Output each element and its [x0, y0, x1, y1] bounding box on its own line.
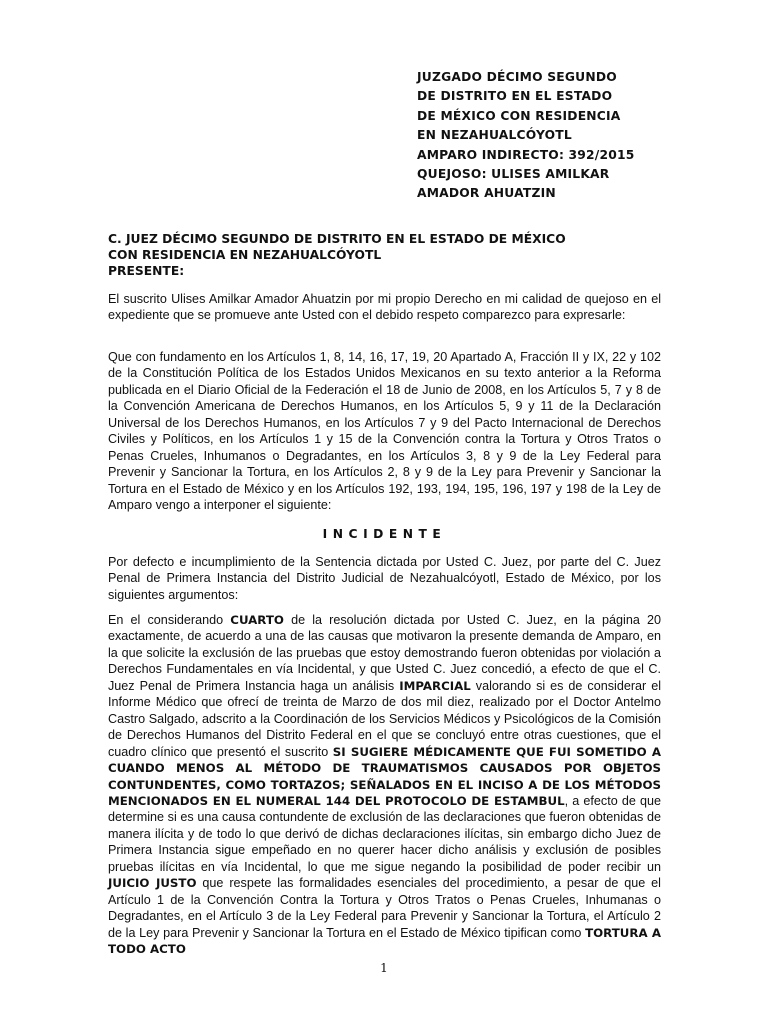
- case-header: [417, 68, 657, 204]
- argument-paragraph: [108, 612, 661, 958]
- addressee-line: PRESENTE:: [108, 264, 185, 279]
- addressee-line: C. JUEZ DÉCIMO SEGUNDO DE DISTRITO EN EL ESTADO DE MÉXICO: [108, 232, 566, 246]
- argument-text: En el considerando: [108, 613, 231, 627]
- argument-emphasis: TORTURA A TODO ACTO: [108, 925, 661, 957]
- case-number-line: AMPARO INDIRECTO: 392/2015: [417, 147, 635, 162]
- argument-text: , a efecto de que determine si es una causa contundente de exclusión de las declaraciones que fueron obtenidas de manera ilícita y de todo lo que derivó de dichas declaraciones ilícitas, sin embargo dicho Juez de Primera Instancia sigue empeñado en no querer hacer dicho análisis y exclusión de posibles pruebas ilícitas en vía Incidental, lo que me sigue negando la posibilidad de poder recibir un: [108, 793, 661, 874]
- addressee-block: [108, 231, 668, 280]
- plaintiff-line: QUEJOSO: ULISES AMILKAR: [417, 167, 610, 182]
- argument-emphasis: JUICIO JUSTO: [108, 876, 197, 891]
- plaintiff-line: AMADOR AHUATZIN: [417, 186, 556, 201]
- legal-basis-paragraph: Que con fundamento en los Artículos 1, 8, 14, 16, 17, 19, 20 Apartado A, Fracción II y IX, 22 y 102 de la Constitución Política de los Estados Unidos Mexicanos en su texto anterior a la Reforma publicada en el Diario Oficial de la Federación el 18 de Junio de 2008, en los Artículos 5, 7 y 8 de la Convención Americana de Derechos Humanos, en los Artículos 5, 9 y 11 de la Declaración Universal de los Derechos Humanos, en los Artículos 7 y 9 del Pacto Internacional de Derechos Civiles y Políticos, en los Artículos 1 y 15 de la Convención contra la Tortura y Otros Tratos o Penas Crueles, Inhumanos o Degradantes, en los Artículos 3, 8 y 9 de la Ley Federal para Prevenir y Sancionar la Tortura, en los Artículos 2, 8 y 9 de la Ley para Prevenir y Sancionar la Tortura en el Estado de México y en los Artículos 192, 193, 194, 195, 196, 197 y 198 de la Ley de Amparo vengo a interponer el siguiente:: [108, 350, 661, 513]
- argument-text: valorando si es de considerar el Informe Médico que ofrecí de treinta de Marzo de dos mil diez, realizado por el Doctor Antelmo Castro Salgado, adscrito a la Coordinación de los Servicios Médicos y Psicológicos de la Comisión de Derechos Humanos del Distrito Federal en el que se concluyó entre otras cuestiones, que el cuadro clínico que presentó el suscrito: [108, 678, 662, 759]
- case-header-line: DE MÉXICO CON RESIDENCIA: [417, 108, 621, 123]
- case-header-line: EN NEZAHUALCÓYOTL: [417, 128, 572, 143]
- argument-text: de la resolución dictada por Usted C. Juez, en la página 20 exactamente, de acuerdo a una de las causas que motivaron la presente demanda de Amparo, en la que solicite la exclusión de las pruebas que estoy demostrando fueron obtenidas por violación a Derechos Fundamentales en vía Incidental, y que Usted C. Juez concedió, a efecto de que el C. Juez Penal de Primera Instancia haga un análisis: [108, 613, 661, 693]
- section-title: INCIDENTE: [322, 527, 447, 541]
- defect-paragraph: Por defecto e incumplimiento de la Sentencia dictada por Usted C. Juez, por parte del C. Juez Penal de Primera Instancia del Distrito Judicial de Nezahualcóyotl, Estado de México, por los siguientes argumentos:: [108, 555, 661, 602]
- argument-emphasis: IMPARCIAL: [399, 678, 471, 693]
- argument-emphasis: SI SUGIERE MÉDICAMENTE QUE FUI SOMETIDO A CUANDO MENOS AL MÉTODO DE TRAUMATISMOS CAUSADOS POR OBJETOS CONTUNDENTES, COMO TORTAZOS; SEÑALADOS EN EL INCISO A DE LOS MÉTODOS MENCIONADOS EN EL NUMERAL 144 DEL PROTOCOLO DE ESTAMBUL: [108, 744, 661, 808]
- page-number: 1: [380, 961, 388, 975]
- case-header-line: JUZGADO DÉCIMO SEGUNDO: [417, 70, 617, 84]
- argument-emphasis: CUARTO: [230, 613, 284, 627]
- addressee-line: CON RESIDENCIA EN NEZAHUALCÓYOTL: [108, 248, 382, 263]
- case-header-line: DE DISTRITO EN EL ESTADO: [417, 89, 613, 104]
- argument-text: que respete las formalidades esenciales del procedimiento, a pesar de que el Artículo 1 de la Convención Contra la Tortura y Otros Tratos o Penas Crueles, Inhumanas o Degradantes, en el Artículo 3 de la Ley Federal para Prevenir y Sancionar la Tortura, el Artículo 2 de la Ley para Prevenir y Sancionar la Tortura en el Estado de México tipifican como: [108, 876, 661, 940]
- intro-paragraph: El suscrito Ulises Amilkar Amador Ahuatzin por mi propio Derecho en mi calidad de quejoso en el expediente que se promueve ante Usted con el debido respeto comparezco para expresarle:: [108, 292, 661, 323]
